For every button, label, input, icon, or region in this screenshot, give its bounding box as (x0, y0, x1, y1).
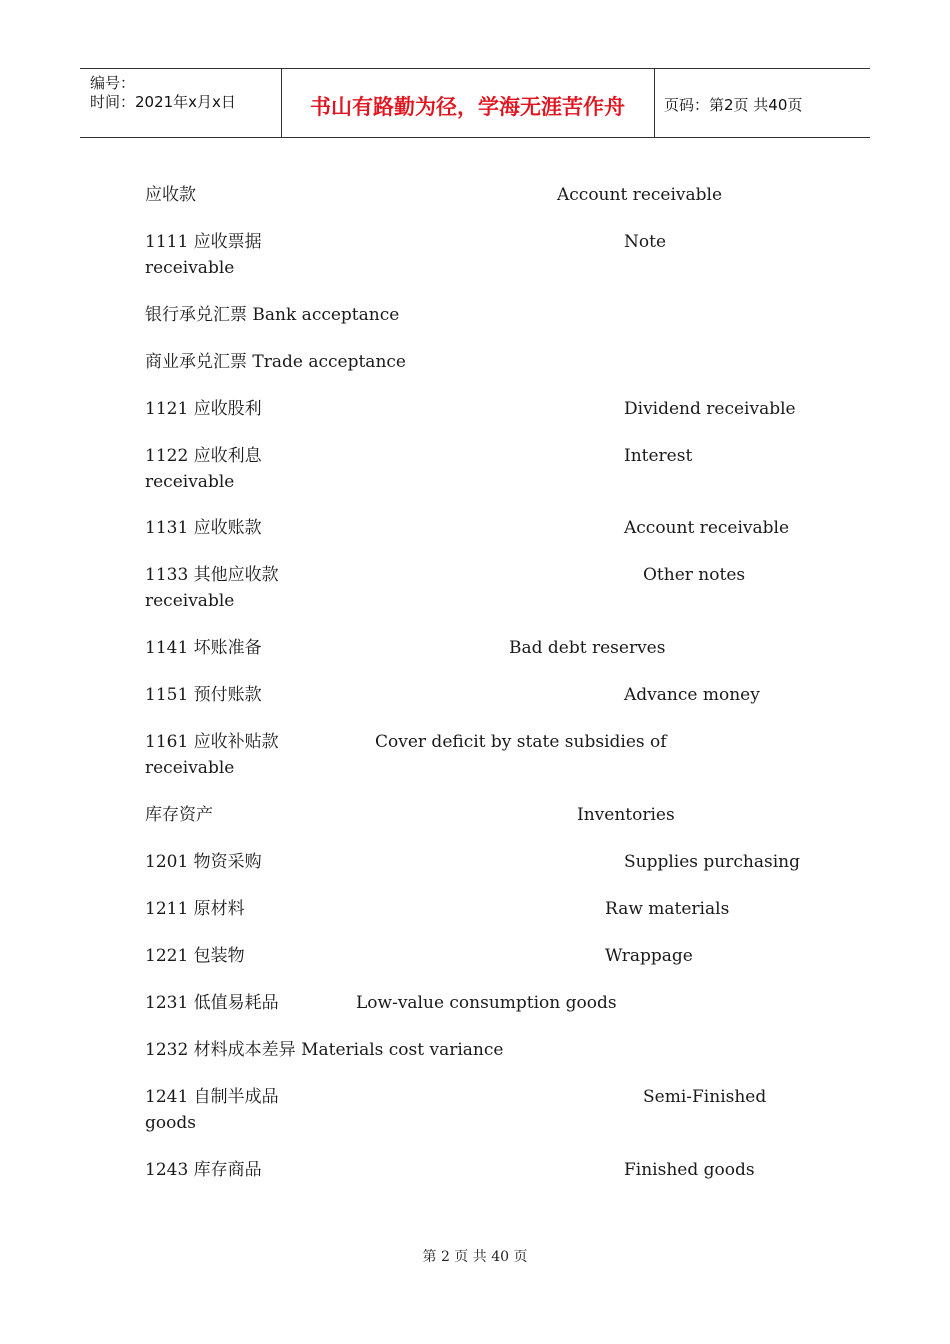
entry-chinese: 1121 应收股利 (145, 399, 262, 419)
account-entry (0, 231, 950, 281)
entry-english: Account receivable (624, 518, 790, 538)
document-number-label: 编号： (90, 74, 136, 92)
account-entry (0, 304, 950, 354)
account-entry (0, 945, 950, 995)
entry-chinese: 1232 材料成本差异 Materials cost variance (145, 1040, 504, 1060)
entry-english: Cover deficit by state subsidies of (375, 732, 667, 752)
entry-chinese: 1201 物资采购 (145, 852, 262, 872)
entry-chinese: 1243 库存商品 (145, 1160, 262, 1180)
entry-chinese: 应收款 (145, 185, 196, 205)
header-middle-cell (281, 69, 655, 137)
entry-english: Inventories (577, 805, 675, 825)
account-entry (0, 731, 950, 781)
header-motto: 书山有路勤为径，学海无涯苦作舟 (310, 95, 625, 119)
entry-chinese: 1221 包装物 (145, 946, 245, 966)
entry-english: Account receivable (557, 185, 723, 205)
entry-chinese: 1151 预付账款 (145, 685, 262, 705)
account-entry (0, 445, 950, 495)
entry-english: Raw materials (605, 899, 730, 919)
entry-chinese: 1131 应收账款 (145, 518, 262, 538)
page-header (80, 68, 870, 138)
account-entry (0, 637, 950, 687)
section-heading-entry (0, 804, 950, 854)
entry-chinese: 1141 坏账准备 (145, 638, 262, 658)
entry-english: Wrappage (605, 946, 693, 966)
entry-english: Semi-Finished (643, 1087, 767, 1107)
entry-chinese: 1161 应收补贴款 (145, 732, 279, 752)
entry-english: Advance money (624, 685, 760, 705)
entry-chinese: 库存资产 (145, 805, 213, 825)
entry-english-wrap: goods (145, 1113, 196, 1133)
entry-chinese: 1231 低值易耗品 (145, 993, 279, 1013)
account-entry (0, 398, 950, 448)
entry-english: Finished goods (624, 1160, 755, 1180)
account-entry (0, 517, 950, 567)
account-entry (0, 684, 950, 734)
entry-english-wrap: receivable (145, 472, 235, 492)
account-entry (0, 898, 950, 948)
entry-chinese: 商业承兑汇票 Trade acceptance (145, 352, 406, 372)
entry-english-wrap: receivable (145, 758, 235, 778)
account-entry (0, 1086, 950, 1136)
account-entry (0, 564, 950, 614)
entry-chinese: 1211 原材料 (145, 899, 245, 919)
account-entry (0, 851, 950, 901)
header-right-cell (654, 69, 870, 137)
account-entry (0, 1039, 950, 1089)
entry-english: Interest (624, 446, 693, 466)
account-entry (0, 184, 950, 234)
entry-chinese: 1133 其他应收款 (145, 565, 279, 585)
entry-english-wrap: receivable (145, 591, 235, 611)
entry-english: Note (624, 232, 667, 252)
header-page-info: 页码：第2页 共40页 (664, 96, 803, 114)
entry-chinese: 银行承兑汇票 Bank acceptance (145, 305, 400, 325)
entry-chinese: 1241 自制半成品 (145, 1087, 279, 1107)
account-entry (0, 992, 950, 1042)
entry-english-wrap: receivable (145, 258, 235, 278)
entry-english: Other notes (643, 565, 746, 585)
entry-chinese: 1122 应收利息 (145, 446, 262, 466)
page-footer: 第 2 页 共 40 页 (422, 1249, 528, 1265)
header-left-cell (80, 69, 282, 137)
entry-chinese: 1111 应收票据 (145, 232, 262, 252)
account-entry (0, 1159, 950, 1209)
entry-english: Low-value consumption goods (356, 993, 617, 1013)
document-time-label: 时间：2021年x月x日 (90, 93, 236, 111)
entry-english: Supplies purchasing (624, 852, 800, 872)
entry-english: Dividend receivable (624, 399, 796, 419)
account-entry (0, 351, 950, 401)
entry-english: Bad debt reserves (509, 638, 666, 658)
